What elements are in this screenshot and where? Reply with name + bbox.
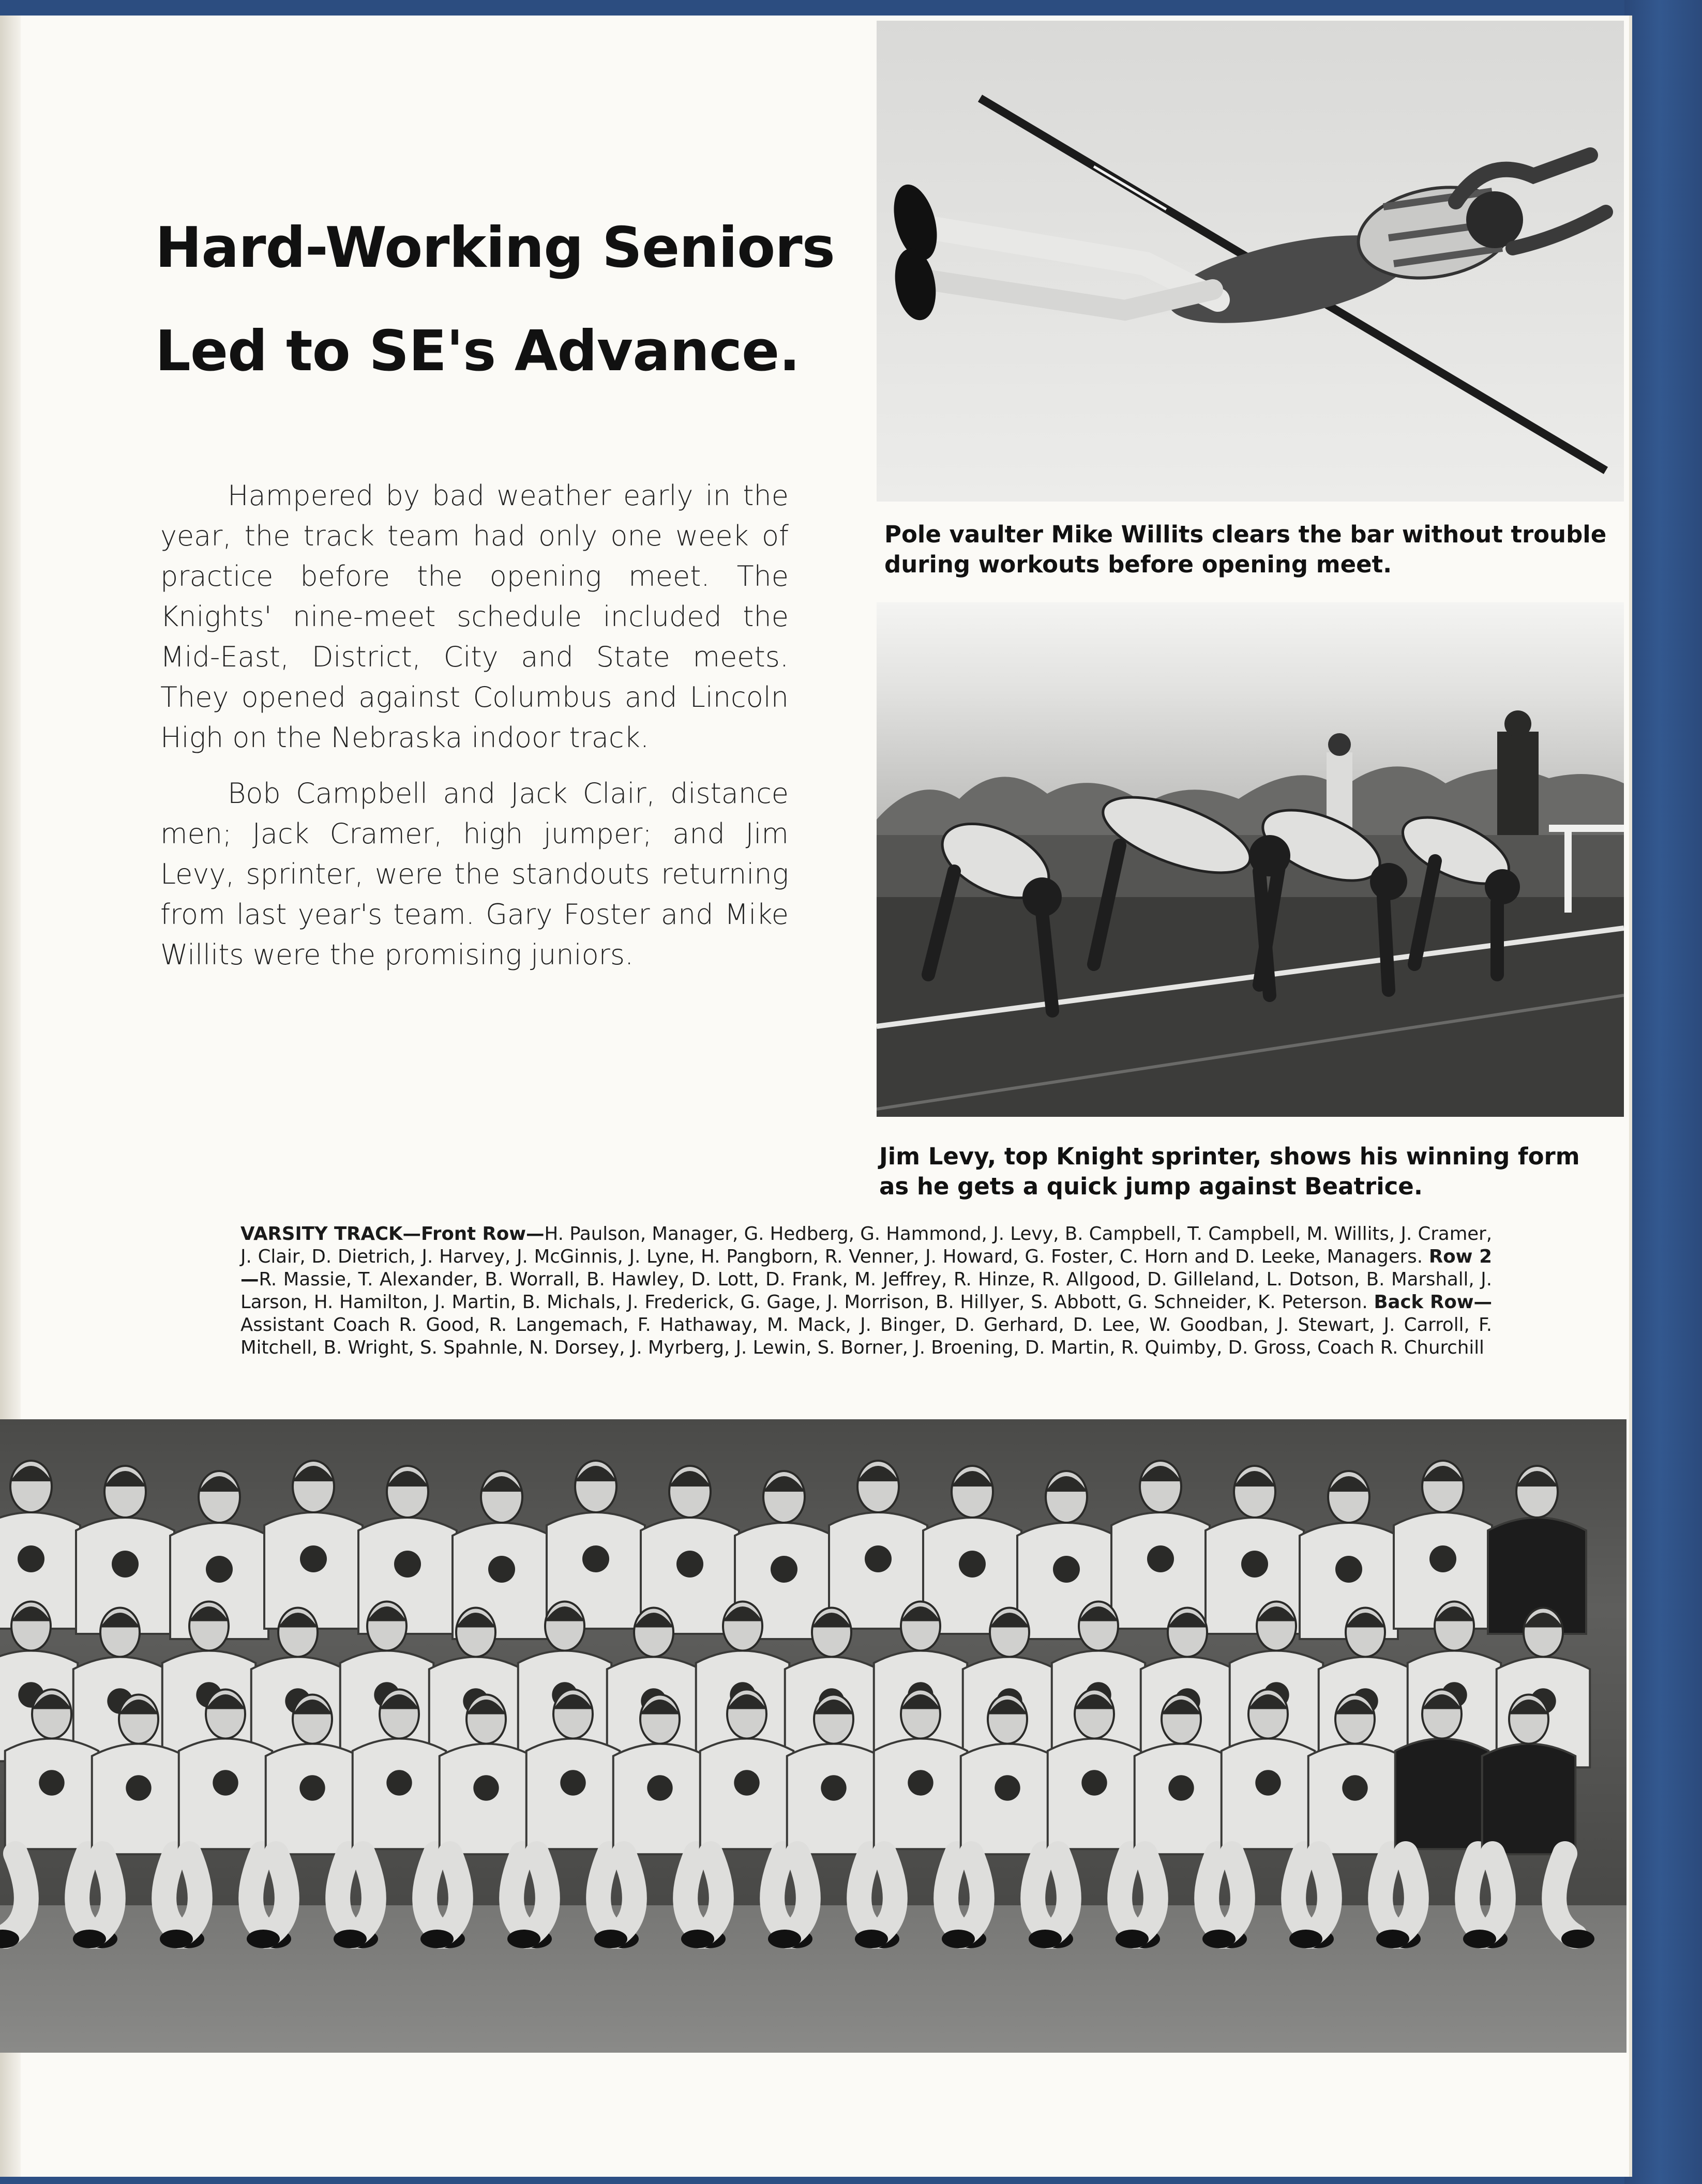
team-member-shoe	[420, 1930, 454, 1948]
team-member-shoe	[594, 1930, 627, 1948]
sprint-start-photo	[877, 602, 1624, 1117]
pole-vault-photo	[877, 21, 1624, 502]
headline-line-2: Led to SE's Advance.	[155, 319, 800, 384]
varsity-track-team-photo	[0, 1419, 1626, 2053]
varsity-track-roster	[240, 1223, 1492, 1359]
front-row-label: Front Row—	[421, 1223, 545, 1245]
sprint-start-caption: Jim Levy, top Knight sprinter, shows his winning form as he gets a quick jump against Beatrice.	[879, 1143, 1580, 1200]
back-row-label: Back Row—	[1374, 1292, 1493, 1313]
front-row-names: H. Paulson, Manager, G. Hedberg, G. Hammond, J. Levy, B. Campbell, T. Campbell, M. Willits, J. Cramer, J. Clair, D. Dietrich, J. Harvey, J. McGinnis, J. Lyne, H. Pangborn, R. Venner, J. Howard, G. Foster, C. Horn and D. Leeke, Managers.	[240, 1223, 1492, 1267]
article-paragraph-2: Bob Campbell and Jack Clair, distance men; Jack Cramer, high jumper; and Jim Levy, sprinter, were the standouts returning from last year's team. Gary Foster and Mike Willits were the promising juniors.	[160, 777, 789, 971]
roster-title: VARSITY TRACK—	[240, 1223, 421, 1245]
row-2-label: Row 2—	[240, 1246, 1492, 1290]
team-member-shoe	[160, 1930, 193, 1948]
team-member-shoe	[768, 1930, 801, 1948]
team-member-shoe	[1029, 1930, 1062, 1948]
team-member-shoe	[73, 1930, 106, 1948]
book-binding-spine	[1624, 0, 1702, 2184]
article-paragraph-1: Hampered by bad weather early in the year, the track team had only one week of practice before the opening meet. The Knights' nine-meet schedule included the Mid-East, District, City and State meets. They opened against Columbus and Lincoln High on the Nebraska indoor track.	[160, 479, 789, 754]
page-headline	[155, 196, 879, 403]
team-member-shoe	[507, 1930, 540, 1948]
team-member-shoe	[1289, 1930, 1322, 1948]
team-member-shoe	[1561, 1930, 1594, 1948]
row-2-names: R. Massie, T. Alexander, B. Worrall, B. Hawley, D. Lott, D. Frank, M. Jeffrey, R. Hinze, R. Allgood, D. Gilleland, L. Dotson, B. Marshall, J. Larson, H. Hamilton, J. Martin, B. Michals, J. Frederick, G. Gage, J. Morrison, B. Hillyer, S. Abbott, G. Schneider, K. Peterson.	[240, 1269, 1492, 1313]
team-member-shoe	[942, 1930, 975, 1948]
team-member-shoe	[1202, 1930, 1236, 1948]
article-body	[160, 476, 789, 991]
team-member-shoe	[1376, 1930, 1409, 1948]
team-member-shoe	[247, 1930, 280, 1948]
team-member-shoe	[1463, 1930, 1496, 1948]
back-row-names: Assistant Coach R. Good, R. Langemach, F. Hathaway, M. Mack, J. Binger, D. Gerhard, D. Lee, W. Goodban, J. Stewart, J. Carroll, F. Mitchell, B. Wright, S. Spahnle, N. Dorsey, J. Myrberg, J. Lewin, S. Borner, J. Broening, D. Martin, R. Quimby, D. Gross, Coach R. Churchill	[240, 1314, 1492, 1358]
team-member-shoe	[334, 1930, 367, 1948]
pole-vault-caption: Pole vaulter Mike Willits clears the bar without trouble during workouts before opening meet.	[884, 521, 1607, 578]
headline-line-1: Hard-Working Seniors	[155, 216, 835, 280]
team-member-shoe	[681, 1930, 714, 1948]
team-member-shoe	[1116, 1930, 1149, 1948]
team-member-shoe	[855, 1930, 888, 1948]
